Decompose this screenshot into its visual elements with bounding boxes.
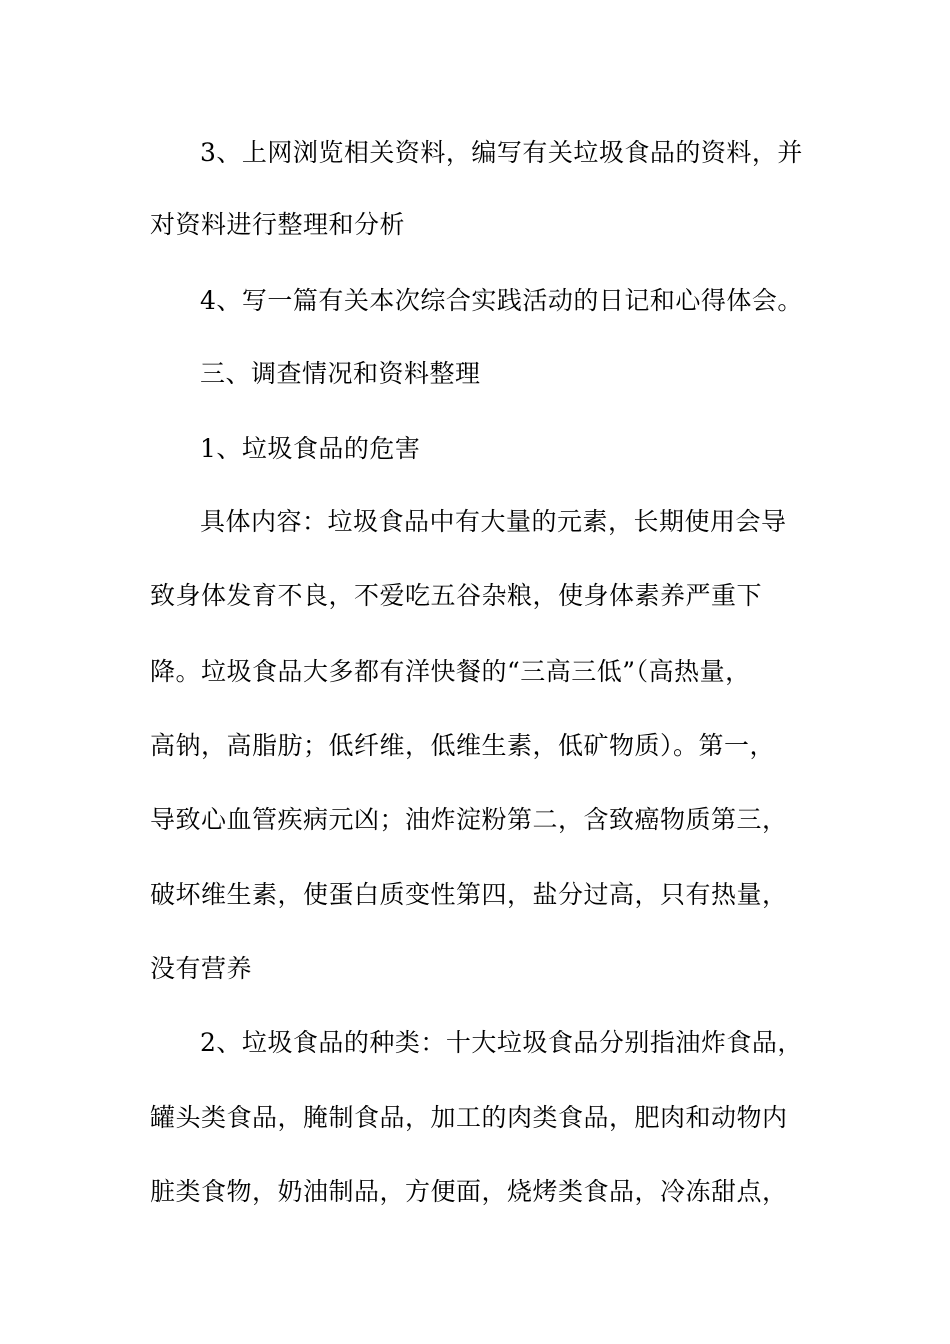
paragraph-line: 脏类食物，奶油制品，方便面，烧烤类食品，冷冻甜点，: [150, 1177, 788, 1206]
paragraph-line-item-3: 3、上网浏览相关资料，编写有关垃圾食品的资料，并: [200, 138, 803, 167]
paragraph-line-item-3-cont: 对资料进行整理和分析: [150, 210, 406, 239]
paragraph-line: 破坏维生素，使蛋白质变性第四，盐分过高，只有热量，: [150, 880, 788, 909]
paragraph-line: 导致心血管疾病元凶；油炸淀粉第二，含致癌物质第三，: [150, 805, 788, 834]
paragraph-line: 高钠，高脂肪；低纤维，低维生素，低矿物质）。第一，: [150, 731, 776, 760]
paragraph-line: 没有营养: [150, 954, 253, 983]
paragraph-line: 降。垃圾食品大多都有洋快餐的“三高三低”（高热量，: [150, 657, 751, 686]
paragraph-line-item-4: 4、写一篇有关本次综合实践活动的日记和心得体会。: [200, 286, 803, 315]
paragraph-line: 罐头类食品，腌制食品，加工的肉类食品，肥肉和动物内: [150, 1103, 788, 1132]
subheading-1: 1、垃圾食品的危害: [200, 434, 421, 463]
section-heading-3: 三、调查情况和资料整理: [200, 359, 481, 388]
paragraph-line: 具体内容：垃圾食品中有大量的元素，长期使用会导: [200, 507, 787, 536]
subheading-2: 2、垃圾食品的种类：十大垃圾食品分别指油炸食品，: [200, 1028, 803, 1057]
paragraph-line: 致身体发育不良，不爱吃五谷杂粮，使身体素养严重下: [150, 581, 763, 610]
